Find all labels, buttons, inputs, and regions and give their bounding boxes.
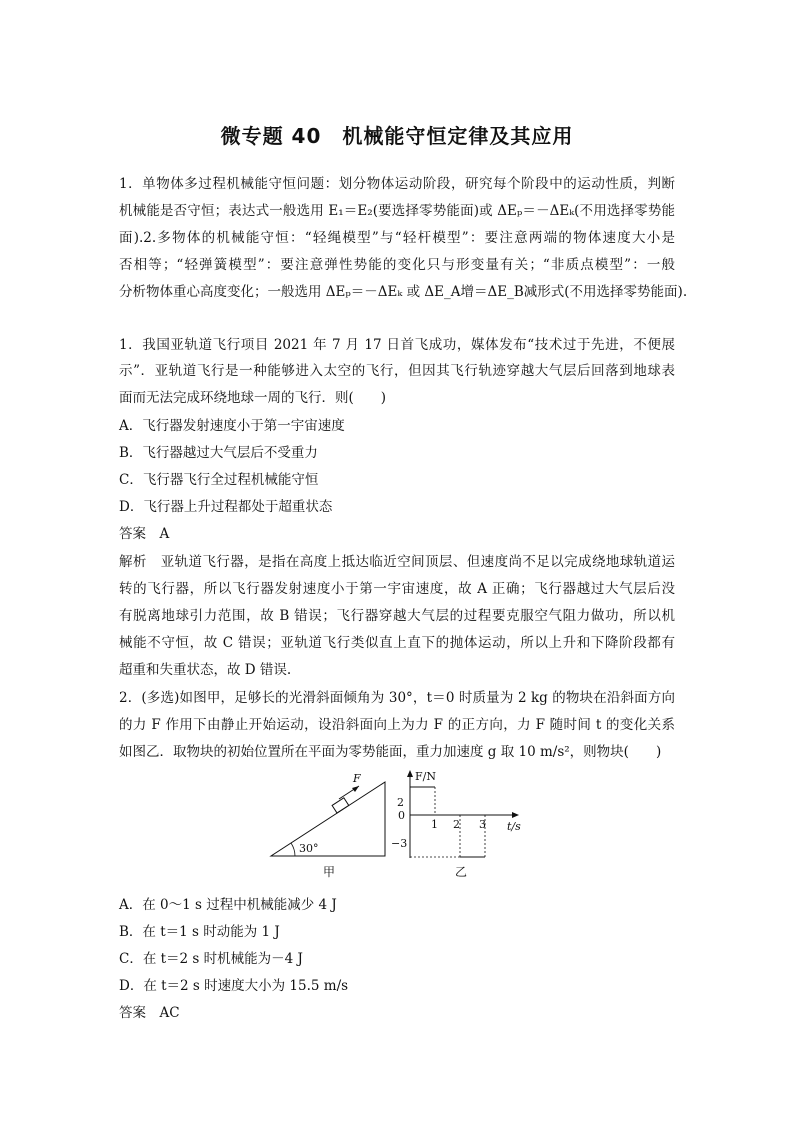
angle-label: 30° — [299, 842, 319, 855]
y-axis-arrow — [407, 770, 413, 777]
q1-stem-line: 示”．亚轨道飞行是一种能够进入太空的飞行，但因其飞行轨迹穿越大气层后回落到地球表 — [119, 363, 675, 379]
q2-stem-line: 2．(多选)如图甲，足够长的光滑斜面倾角为 30°，t＝0 时质量为 2 kg 的物块在沿斜面方向 — [119, 690, 675, 706]
y-tick-label: 0 — [398, 809, 405, 822]
q1-stem-line: 面而无法完成环绕地球一周的飞行．则( ) — [119, 390, 387, 406]
q2-option-a: A．在 0～1 s 过程中机械能减少 4 J — [119, 897, 337, 913]
x-tick-label: 3 — [479, 818, 486, 831]
q2-option-d: D．在 t＝2 s 时速度大小为 15.5 m/s — [119, 978, 349, 994]
q1-analysis-line: 械能不守恒，故 C 错误；亚轨道飞行类似直上直下的抛体运动，所以上升和下降阶段都有 — [119, 635, 675, 651]
q2-option-b: B．在 t＝1 s 时动能为 1 J — [119, 924, 280, 940]
x-tick-label: 2 — [453, 818, 460, 831]
caption-left: 甲 — [323, 865, 336, 879]
x-tick-label: 1 — [431, 818, 438, 831]
block — [332, 798, 349, 813]
q2-option-c: C．在 t＝2 s 时机械能为－4 J — [119, 951, 303, 967]
force-arrowhead — [352, 786, 359, 792]
q2-stem-line: 如图乙．取物块的初始位置所在平面为零势能面，重力加速度 g 取 10 m/s²，则物块( ) — [119, 744, 662, 760]
q1-answer: 答案 A — [119, 526, 170, 542]
q2-answer: 答案 AC — [119, 1005, 180, 1021]
q1-analysis-line: 转的飞行器，所以飞行器发射速度小于第一宇宙速度，故 A 正确；飞行器越过大气层后没 — [119, 581, 675, 597]
intro-line: 1．单物体多过程机械能守恒问题：划分物体运动阶段，研究每个阶段中的运动性质，判断 — [119, 176, 675, 192]
caption-right: 乙 — [455, 865, 468, 879]
q1-stem-line: 1．我国亚轨道飞行项目 2021 年 7 月 17 日首飞成功，媒体发布“技术过于先进，不便展 — [119, 337, 675, 353]
intro-line: 面).2.多物体的机械能守恒：“轻绳模型”与“轻杆模型”：要注意两端的物体速度大小是 — [119, 230, 675, 246]
incline-triangle — [271, 782, 385, 856]
q1-analysis-line: 超重和失重状态，故 D 错误. — [119, 662, 292, 678]
x-axis-arrow — [512, 812, 519, 818]
q1-analysis-line: 解析 亚轨道飞行器，是指在高度上抵达临近空间顶层、但速度尚不足以完成绕地球轨道运 — [119, 554, 675, 570]
page-title: 微专题 40 机械能守恒定律及其应用 — [220, 124, 574, 148]
x-axis-label: t/s — [507, 820, 521, 833]
intro-line: 否相等；“轻弹簧模型”：要注意弹性势能的变化只与形变量有关；“非质点模型”：一般 — [119, 257, 675, 273]
q1-analysis-line: 有脱离地球引力范围，故 B 错误；飞行器穿越大气层的过程要克服空气阻力做功，所以机 — [119, 608, 675, 624]
q1-option-b: B．飞行器越过大气层后不受重力 — [119, 445, 318, 461]
q2-figure-svg — [265, 768, 535, 883]
force-label: F — [353, 772, 361, 785]
q1-option-c: C．飞行器飞行全过程机械能守恒 — [119, 472, 319, 488]
q1-option-d: D．飞行器上升过程都处于超重状态 — [119, 499, 333, 515]
intro-line: 分析物体重心高度变化；一般选用 ΔEₚ＝－ΔEₖ 或 ΔE_A增＝ΔE_B减形式(不用选择零势能面). — [119, 284, 688, 300]
y-axis-label: F/N — [415, 770, 436, 783]
intro-line: 机械能是否守恒；表达式一般选用 E₁＝E₂(要选择零势能面)或 ΔEₚ＝－ΔEₖ(不用选择零势能 — [119, 203, 675, 219]
q2-stem-line: 的力 F 作用下由静止开始运动，设沿斜面向上为力 F 的正方向，力 F 随时间 t 的变化关系 — [119, 717, 675, 733]
ft-graph — [391, 770, 521, 858]
q1-option-a: A．飞行器发射速度小于第一宇宙速度 — [119, 418, 345, 434]
y-tick-label: 2 — [397, 796, 404, 809]
angle-arc — [291, 843, 295, 856]
y-tick-label: −3 — [391, 837, 408, 850]
q2-figure — [265, 768, 535, 883]
